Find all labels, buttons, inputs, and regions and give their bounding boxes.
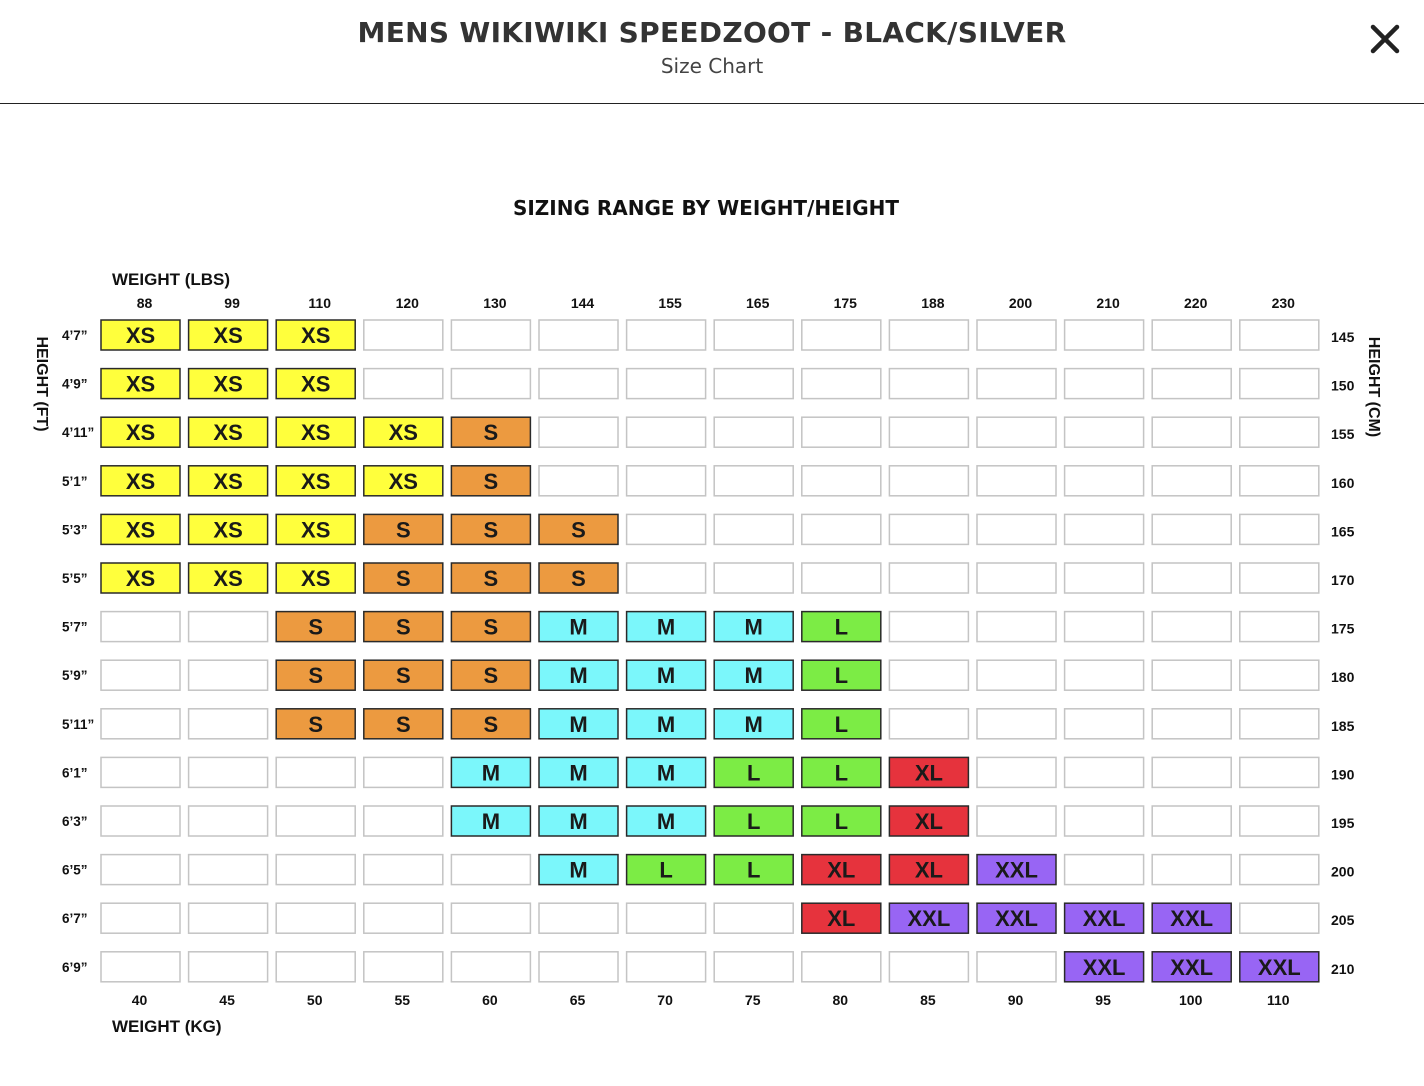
- empty-cell: [276, 806, 355, 836]
- size-cell-label: XXL: [995, 906, 1038, 932]
- size-cell-label: XXL: [995, 857, 1038, 883]
- empty-cell: [539, 903, 618, 933]
- empty-cell: [1065, 417, 1144, 447]
- height-ft-tick: 6’1”: [62, 765, 88, 781]
- height-ft-tick: 5’11”: [62, 716, 95, 732]
- empty-cell: [977, 514, 1056, 544]
- weight-lbs-tick: 210: [1096, 295, 1120, 311]
- empty-cell: [802, 466, 881, 496]
- empty-cell: [101, 855, 180, 885]
- empty-cell: [1152, 612, 1231, 642]
- size-cell-label: M: [656, 809, 676, 834]
- size-cell-label: XS: [301, 323, 331, 348]
- size-cell-label: XS: [301, 371, 331, 397]
- size-cell-label: S: [483, 420, 499, 446]
- weight-kg-tick: 40: [131, 992, 148, 1008]
- size-cell-label: XXL: [1170, 906, 1214, 932]
- empty-cell: [189, 903, 268, 933]
- empty-cell: [539, 466, 618, 496]
- weight-kg-tick: 100: [1179, 992, 1203, 1008]
- size-cell-label: S: [483, 663, 499, 689]
- empty-cell: [189, 709, 268, 739]
- empty-cell: [101, 612, 180, 642]
- empty-cell: [714, 903, 793, 933]
- empty-cell: [977, 320, 1056, 350]
- empty-cell: [889, 417, 968, 447]
- size-cell-label: M: [569, 614, 588, 640]
- size-cell-label: XL: [914, 809, 943, 834]
- empty-cell: [1152, 320, 1231, 350]
- empty-cell: [1240, 660, 1319, 690]
- size-cell-label: XXL: [1257, 954, 1301, 980]
- height-cm-tick: 150: [1331, 377, 1355, 394]
- empty-cell: [276, 903, 355, 933]
- height-ft-tick: 5’1”: [62, 473, 88, 489]
- empty-cell: [276, 757, 355, 787]
- empty-cell: [802, 952, 881, 982]
- size-cell-label: XS: [213, 468, 243, 494]
- empty-cell: [539, 320, 618, 350]
- empty-cell: [101, 903, 180, 933]
- empty-cell: [101, 952, 180, 982]
- empty-cell: [977, 806, 1056, 836]
- size-cell-label: XS: [213, 517, 243, 543]
- empty-cell: [276, 952, 355, 982]
- size-cell-label: S: [483, 517, 499, 543]
- size-cell-label: M: [569, 857, 588, 883]
- empty-cell: [364, 320, 443, 350]
- empty-cell: [977, 757, 1056, 787]
- weight-lbs-tick: 188: [921, 295, 945, 311]
- size-cell-label: M: [656, 614, 676, 640]
- weight-lbs-tick: 220: [1184, 295, 1208, 311]
- empty-cell: [627, 903, 706, 933]
- weight-lbs-tick: 120: [395, 295, 419, 311]
- height-cm-tick: 165: [1331, 523, 1355, 540]
- chart-title: SIZING RANGE BY WEIGHT/HEIGHT: [512, 196, 900, 220]
- empty-cell: [977, 660, 1056, 690]
- size-cell-label: XS: [213, 566, 243, 591]
- size-cell-label: S: [308, 614, 324, 640]
- weight-kg-tick: 80: [832, 992, 849, 1008]
- empty-cell: [101, 806, 180, 836]
- size-cell-label: S: [395, 663, 411, 689]
- size-cell-label: S: [308, 663, 324, 689]
- size-cell-label: XXL: [1082, 954, 1126, 980]
- size-cell-label: L: [834, 614, 849, 640]
- weight-kg-tick: 90: [1007, 992, 1024, 1008]
- empty-cell: [101, 709, 180, 739]
- size-cell-label: L: [834, 663, 849, 689]
- empty-cell: [364, 903, 443, 933]
- size-cell-label: L: [834, 809, 849, 834]
- empty-cell: [1240, 417, 1319, 447]
- height-ft-tick: 4’11”: [62, 425, 95, 441]
- empty-cell: [1152, 563, 1231, 593]
- height-ft-tick: 6’5”: [62, 862, 88, 878]
- height-ft-tick: 4’9”: [62, 376, 88, 392]
- empty-cell: [1240, 466, 1319, 496]
- empty-cell: [189, 806, 268, 836]
- empty-cell: [889, 612, 968, 642]
- empty-cell: [802, 563, 881, 593]
- height-ft-tick: 5’7”: [62, 619, 88, 635]
- weight-kg-tick: 75: [744, 992, 761, 1008]
- empty-cell: [1240, 709, 1319, 739]
- empty-cell: [627, 369, 706, 399]
- empty-cell: [364, 369, 443, 399]
- empty-cell: [977, 952, 1056, 982]
- size-cell-label: XS: [213, 420, 243, 446]
- height-cm-tick: 160: [1331, 474, 1355, 491]
- weight-kg-tick: 110: [1267, 992, 1290, 1008]
- size-cell-label: M: [656, 663, 676, 689]
- empty-cell: [802, 417, 881, 447]
- size-cell-label: XS: [301, 517, 331, 543]
- size-cell-label: M: [569, 663, 588, 689]
- empty-cell: [451, 903, 530, 933]
- empty-cell: [889, 709, 968, 739]
- weight-kg-tick: 95: [1095, 992, 1111, 1008]
- empty-cell: [1152, 514, 1231, 544]
- empty-cell: [1065, 563, 1144, 593]
- empty-cell: [1065, 369, 1144, 399]
- empty-cell: [364, 952, 443, 982]
- empty-cell: [364, 855, 443, 885]
- empty-cell: [1065, 320, 1144, 350]
- empty-cell: [714, 514, 793, 544]
- empty-cell: [977, 709, 1056, 739]
- empty-cell: [276, 855, 355, 885]
- weight-lbs-tick: 99: [224, 295, 240, 311]
- empty-cell: [714, 563, 793, 593]
- size-cell-label: XS: [301, 468, 331, 494]
- height-ft-tick: 5’3”: [62, 522, 88, 538]
- empty-cell: [977, 417, 1056, 447]
- weight-kg-axis-label: WEIGHT (KG): [112, 1017, 222, 1036]
- size-cell-label: XS: [388, 468, 418, 494]
- size-cell-label: M: [569, 711, 588, 737]
- weight-kg-tick: 65: [569, 992, 586, 1008]
- height-cm-tick: 175: [1331, 620, 1355, 637]
- empty-cell: [1240, 563, 1319, 593]
- empty-cell: [889, 660, 968, 690]
- size-cell-label: S: [483, 711, 499, 737]
- size-cell-label: S: [483, 468, 499, 494]
- empty-cell: [1152, 757, 1231, 787]
- height-cm-tick: 185: [1331, 717, 1355, 734]
- empty-cell: [714, 320, 793, 350]
- height-cm-tick: 195: [1331, 815, 1355, 831]
- empty-cell: [802, 320, 881, 350]
- modal-subtitle: Size Chart: [660, 54, 764, 78]
- empty-cell: [1240, 369, 1319, 399]
- size-cell-label: M: [656, 760, 676, 786]
- size-cell-label: XXL: [1170, 954, 1214, 980]
- size-cell-label: S: [395, 517, 411, 543]
- size-cell-label: XS: [125, 323, 156, 348]
- size-cell-label: L: [834, 711, 849, 737]
- empty-cell: [1240, 757, 1319, 787]
- empty-cell: [1065, 514, 1144, 544]
- size-cell-label: L: [746, 857, 761, 883]
- height-cm-tick: 200: [1331, 863, 1355, 880]
- size-cell-label: XL: [914, 857, 943, 883]
- empty-cell: [189, 952, 268, 982]
- size-cell-label: M: [656, 711, 676, 737]
- size-cell-label: M: [481, 760, 501, 786]
- size-cell-label: M: [569, 760, 588, 786]
- size-cell-label: XS: [213, 371, 243, 397]
- size-cell-label: M: [481, 809, 501, 834]
- height-cm-tick: 190: [1331, 766, 1355, 783]
- empty-cell: [1240, 320, 1319, 350]
- empty-cell: [627, 320, 706, 350]
- size-cell-label: S: [395, 614, 411, 640]
- empty-cell: [977, 612, 1056, 642]
- size-cell-label: L: [746, 760, 761, 786]
- empty-cell: [189, 660, 268, 690]
- size-cell-label: S: [395, 711, 411, 737]
- size-cell-label: XXL: [907, 906, 951, 932]
- empty-cell: [101, 757, 180, 787]
- empty-cell: [451, 952, 530, 982]
- size-cell-label: S: [571, 566, 586, 591]
- height-ft-axis-label: HEIGHT (FT): [33, 336, 50, 432]
- height-ft-tick: 5’9”: [62, 668, 88, 684]
- empty-cell: [1152, 855, 1231, 885]
- size-cell-label: XS: [125, 420, 156, 446]
- empty-cell: [1152, 466, 1231, 496]
- size-cell-label: S: [571, 517, 586, 543]
- size-cell-label: S: [308, 711, 324, 737]
- empty-cell: [977, 563, 1056, 593]
- weight-lbs-tick: 175: [833, 295, 857, 311]
- height-ft-tick: 6’3”: [62, 814, 88, 829]
- size-cell-label: S: [483, 614, 499, 640]
- empty-cell: [451, 369, 530, 399]
- empty-cell: [1152, 709, 1231, 739]
- size-cell-label: XL: [827, 857, 856, 883]
- empty-cell: [627, 952, 706, 982]
- size-cell-label: XS: [125, 371, 156, 397]
- weight-lbs-tick: 155: [658, 295, 682, 311]
- size-cell-label: M: [569, 809, 588, 834]
- empty-cell: [714, 466, 793, 496]
- size-cell-label: XS: [125, 517, 156, 543]
- weight-lbs-tick: 230: [1271, 295, 1295, 311]
- weight-lbs-tick: 88: [136, 295, 153, 311]
- empty-cell: [627, 563, 706, 593]
- weight-lbs-tick: 110: [308, 295, 331, 311]
- empty-cell: [802, 514, 881, 544]
- empty-cell: [451, 320, 530, 350]
- size-cell-label: XS: [388, 420, 418, 446]
- weight-kg-tick: 50: [306, 992, 323, 1008]
- empty-cell: [889, 514, 968, 544]
- empty-cell: [1240, 514, 1319, 544]
- empty-cell: [364, 806, 443, 836]
- size-cell-label: XL: [914, 760, 943, 786]
- empty-cell: [1240, 855, 1319, 885]
- height-ft-tick: 4’7”: [62, 328, 88, 343]
- empty-cell: [1152, 417, 1231, 447]
- empty-cell: [714, 417, 793, 447]
- empty-cell: [1065, 855, 1144, 885]
- empty-cell: [539, 369, 618, 399]
- size-cell-label: L: [834, 760, 849, 786]
- empty-cell: [714, 952, 793, 982]
- size-cell-label: XS: [125, 566, 156, 591]
- empty-cell: [1152, 660, 1231, 690]
- size-cell-label: XXL: [1082, 906, 1126, 932]
- empty-cell: [189, 612, 268, 642]
- product-title: MENS WIKIWIKI SPEEDZOOT - BLACK/SILVER: [357, 16, 1067, 49]
- empty-cell: [889, 952, 968, 982]
- height-ft-tick: 6’9”: [62, 959, 88, 975]
- empty-cell: [627, 514, 706, 544]
- weight-lbs-tick: 165: [746, 295, 770, 311]
- empty-cell: [451, 855, 530, 885]
- weight-lbs-axis-label: WEIGHT (LBS): [112, 270, 231, 289]
- size-cell-label: XS: [301, 566, 331, 591]
- height-cm-tick: 155: [1331, 426, 1355, 443]
- empty-cell: [1065, 660, 1144, 690]
- empty-cell: [539, 417, 618, 447]
- empty-cell: [1240, 903, 1319, 933]
- empty-cell: [977, 466, 1056, 496]
- weight-kg-tick: 70: [657, 992, 673, 1008]
- size-cell-label: XS: [125, 468, 156, 494]
- empty-cell: [539, 952, 618, 982]
- height-cm-tick: 145: [1331, 329, 1355, 345]
- weight-kg-tick: 55: [394, 992, 411, 1008]
- size-cell-label: S: [395, 566, 411, 591]
- size-cell-label: XS: [301, 420, 331, 446]
- height-cm-tick: 210: [1331, 960, 1355, 977]
- empty-cell: [627, 466, 706, 496]
- empty-cell: [1065, 806, 1144, 836]
- empty-cell: [1240, 612, 1319, 642]
- empty-cell: [1065, 612, 1144, 642]
- size-cell-label: L: [746, 809, 761, 834]
- empty-cell: [889, 320, 968, 350]
- size-cell-label: L: [659, 857, 673, 883]
- empty-cell: [1152, 806, 1231, 836]
- weight-kg-tick: 60: [482, 992, 498, 1008]
- empty-cell: [189, 757, 268, 787]
- weight-lbs-tick: 200: [1008, 295, 1033, 311]
- height-cm-tick: 170: [1331, 572, 1355, 588]
- weight-kg-tick: 45: [219, 992, 235, 1008]
- size-cell-label: S: [483, 566, 499, 591]
- empty-cell: [101, 660, 180, 690]
- empty-cell: [1065, 466, 1144, 496]
- empty-cell: [1065, 757, 1144, 787]
- empty-cell: [889, 563, 968, 593]
- height-cm-tick: 205: [1331, 912, 1355, 929]
- empty-cell: [889, 466, 968, 496]
- size-cell-label: M: [744, 711, 763, 737]
- height-cm-tick: 180: [1331, 669, 1355, 686]
- size-cell-label: M: [744, 614, 763, 640]
- size-cell-label: XL: [827, 906, 856, 932]
- empty-cell: [364, 757, 443, 787]
- empty-cell: [627, 417, 706, 447]
- size-cell-label: M: [744, 663, 763, 689]
- empty-cell: [1065, 709, 1144, 739]
- height-ft-tick: 6’7”: [62, 911, 88, 927]
- empty-cell: [1240, 806, 1319, 836]
- weight-lbs-tick: 144: [570, 295, 595, 311]
- weight-lbs-tick: 130: [483, 295, 507, 311]
- height-cm-axis-label: HEIGHT (CM): [1365, 336, 1382, 438]
- empty-cell: [1152, 369, 1231, 399]
- empty-cell: [714, 369, 793, 399]
- empty-cell: [802, 369, 881, 399]
- size-cell-label: XS: [213, 323, 243, 348]
- empty-cell: [189, 855, 268, 885]
- empty-cell: [889, 369, 968, 399]
- empty-cell: [977, 369, 1056, 399]
- height-ft-tick: 5’5”: [62, 571, 88, 586]
- weight-kg-tick: 85: [920, 992, 936, 1008]
